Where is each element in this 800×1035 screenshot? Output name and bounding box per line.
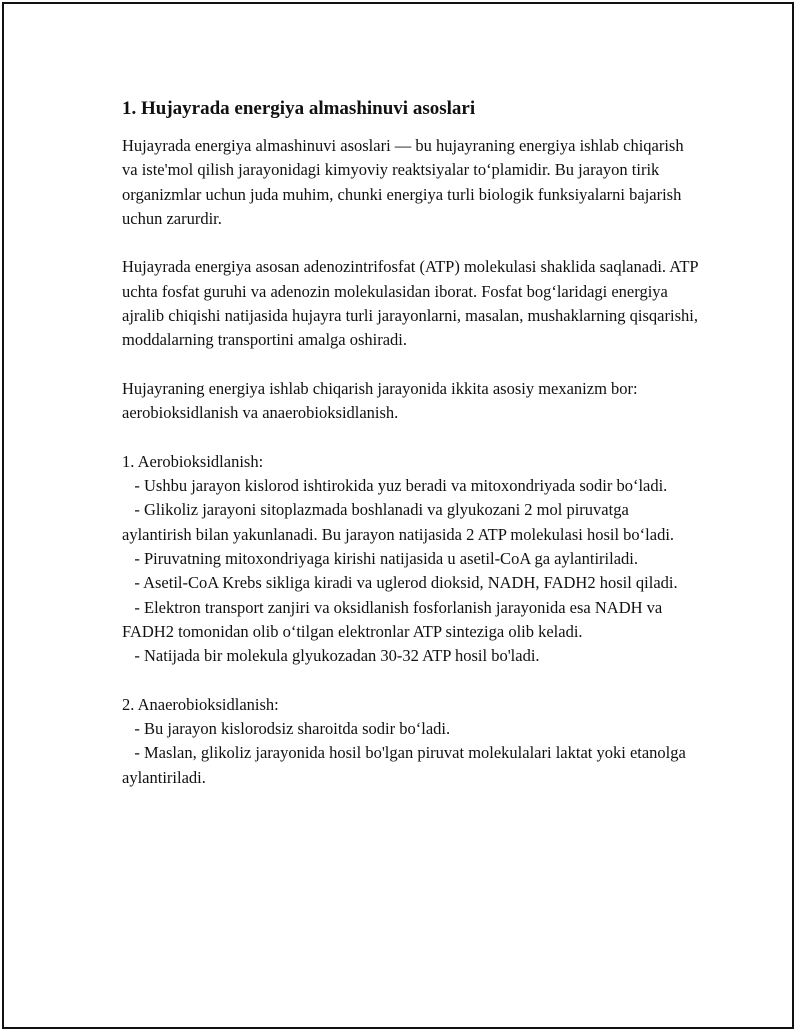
section-heading: 2. Anaerobioksidlanish: [122,694,279,714]
page-frame [2,2,794,1029]
list-item: - Natijada bir molekula glyukozadan 30-32 ATP hosil bo'ladi. [122,646,540,666]
paragraph-atp: Hujayrada energiya asosan adenozintrifosfat (ATP) molekulasi shaklida saqlanadi. ATP uchta fosfat guruhi va adenozin molekulasidan iborat. Fosfat bog‘laridagi energiya ajralib chiqishi natijasida hujayra turli jarayonlarni, masalan, mushaklarning qisqarishi, moddalarning transportini amalga oshiradi. [122,257,698,350]
list-item: - Ushbu jarayon kislorod ishtirokida yuz beradi va mitoxondriyada sodir bo‘ladi. [122,476,668,496]
document-title: 1. Hujayrada energiya almashinuvi asoslari [122,98,476,119]
paragraph-mechanisms: Hujayraning energiya ishlab chiqarish jarayonida ikkita asosiy mexanizm bor: aerobioksidlanish va anaerobioksidlanish. [122,378,638,423]
list-item: - Elektron transport zanjiri va oksidlanish fosforlanish jarayonida esa NADH va FADH2 tomonidan olib o‘tilgan elektronlar ATP sinteziga olib keladi. [122,597,663,641]
section-heading: 1. Aerobioksidlanish: [122,451,264,471]
list-item: - Bu jarayon kislorodsiz sharoitda sodir bo‘ladi. [122,719,451,739]
list-item: - Glikoliz jarayoni sitoplazmada boshlanadi va glyukozani 2 mol piruvatga aylantirish bilan yakunlanadi. Bu jarayon natijasida 2 ATP molekulasi hosil bo‘ladi. [122,500,675,544]
section-aerobic [122,450,702,669]
list-item: - Maslan, glikoliz jarayonida hosil bo'lgan piruvat molekulalari laktat yoki etanolga aylantiriladi. [122,743,686,787]
document-body [122,96,702,814]
section-anaerobic [122,693,702,790]
list-item: - Piruvatning mitoxondriyaga kirishi natijasida u asetil-CoA ga aylantiriladi. [122,549,638,569]
list-item: - Asetil-CoA Krebs sikliga kiradi va uglerod dioksid, NADH, FADH2 hosil qiladi. [122,573,678,593]
paragraph-intro: Hujayrada energiya almashinuvi asoslari — bu hujayraning energiya ishlab chiqarish va iste'mol qilish jarayonidagi kimyoviy reaktsiyalar to‘plamidir. Bu jarayon tirik organizmlar uchun juda muhim, chunki energiya turli biologik funksiyalarni bajarish uchun zarurdir. [122,136,684,228]
